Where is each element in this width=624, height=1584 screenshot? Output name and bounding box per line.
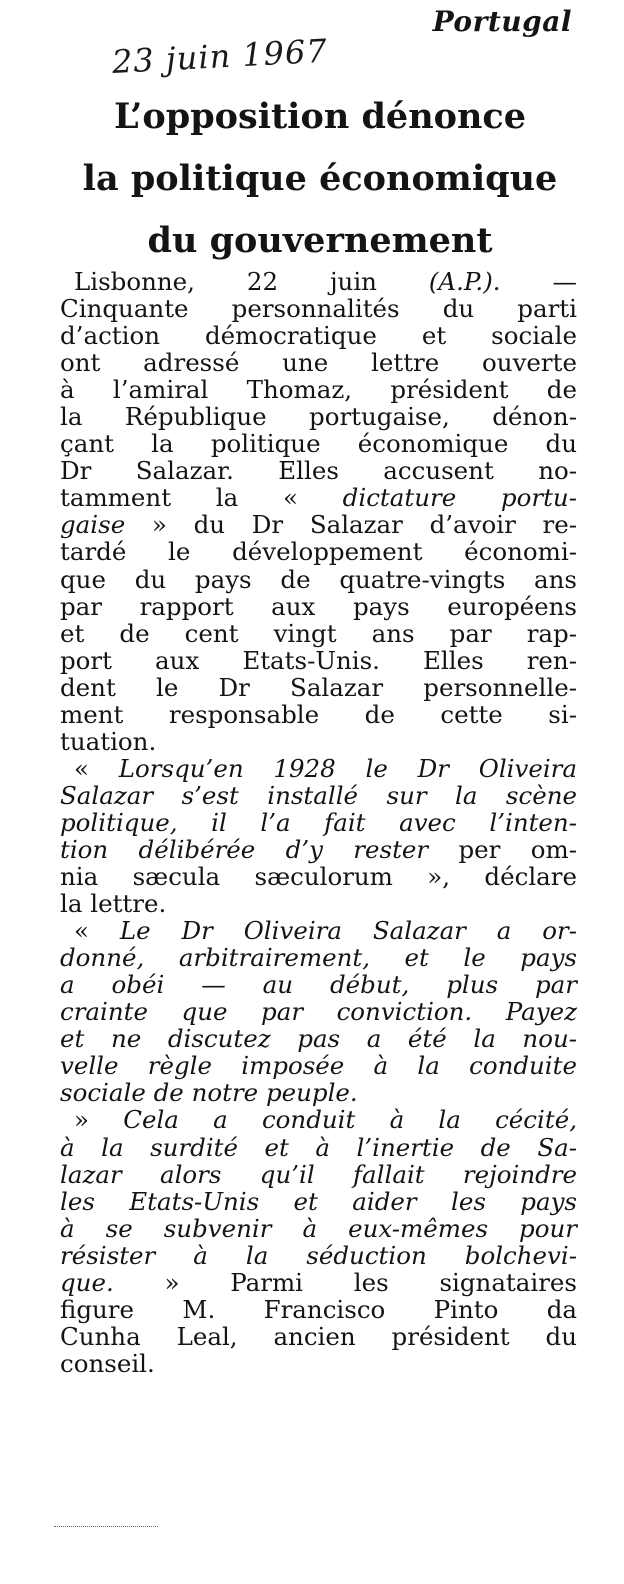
article-line: çant la politique économique du	[60, 429, 577, 459]
handwritten-date-annotation: 23 juin 1967	[111, 31, 329, 81]
article-line: à l’amiral Thomaz, président de	[60, 375, 577, 405]
article-line: Cunha Leal, ancien président du	[60, 1321, 577, 1351]
article-line: par rapport aux pays européens	[60, 591, 577, 621]
article-line: » Cela a conduit à la cécité,	[74, 1105, 577, 1135]
article-line: la République portugaise, dénon-	[60, 402, 577, 432]
article-line: tuation.	[60, 726, 157, 756]
article-line: à se subvenir à eux-mêmes pour	[60, 1213, 577, 1243]
article-line: « Le Dr Oliveira Salazar a or-	[74, 916, 577, 946]
headline-line-2: la politique économique	[82, 158, 558, 199]
article-line: et ne discutez pas a été la nou-	[60, 1024, 577, 1054]
article-line: donné, arbitrairement, et le pays	[60, 943, 577, 973]
article-line: crainte que par conviction. Payez	[60, 997, 577, 1027]
article-line: d’action démocratique et sociale	[60, 321, 577, 351]
dotted-rule	[54, 1526, 158, 1527]
article-line: ont adressé une lettre ouverte	[60, 348, 577, 378]
article-line: que. » Parmi les signataires	[60, 1267, 577, 1297]
article-line: « Lorsqu’en 1928 le Dr Oliveira	[74, 753, 577, 783]
article-line: dent le Dr Salazar personnelle-	[60, 672, 577, 702]
article-line: nia sæcula sæculorum », déclare	[60, 862, 577, 892]
article-line: et de cent vingt ans par rap-	[60, 618, 577, 648]
article-line: port aux Etats-Unis. Elles ren-	[60, 645, 577, 675]
article-line: lazar alors qu’il fallait rejoindre	[60, 1159, 577, 1189]
headline-line-1: L’opposition dénonce	[113, 96, 527, 137]
article-line: a obéi — au début, plus par	[60, 970, 577, 1000]
article-line: figure M. Francisco Pinto da	[60, 1294, 577, 1324]
article-line: Lisbonne, 22 juin (A.P.). —	[74, 267, 577, 296]
article-line: Cinquante personnalités du parti	[60, 294, 577, 324]
article-line: Dr Salazar. Elles accusent no-	[60, 456, 577, 486]
article-line: résister à la séduction bolchevi-	[60, 1240, 577, 1270]
article-line: tamment la « dictature portu-	[60, 483, 577, 513]
section-heading: Portugal	[432, 5, 572, 38]
article-line: tion délibérée d’y rester per om-	[60, 834, 577, 864]
article-line: les Etats-Unis et aider les pays	[60, 1186, 577, 1216]
article-line: tardé le développement économi-	[60, 537, 577, 567]
article-line: ment responsable de cette si-	[60, 699, 577, 729]
headline	[40, 86, 600, 272]
article-line: conseil.	[60, 1348, 155, 1378]
article-line: velle règle imposée à la conduite	[60, 1051, 577, 1081]
article-line: politique, il l’a fait avec l’inten-	[60, 807, 577, 837]
article-line: Salazar s’est installé sur la scène	[60, 780, 577, 810]
headline-line-3: du gouvernement	[147, 220, 493, 261]
article-line: sociale de notre peuple.	[60, 1078, 358, 1108]
article-body	[60, 268, 577, 1377]
article-line: gaise » du Dr Salazar d’avoir re-	[60, 510, 577, 540]
article-line: à la surdité et à l’inertie de Sa-	[60, 1132, 577, 1162]
article-line: que du pays de quatre-vingts ans	[60, 564, 577, 594]
article-line: la lettre.	[60, 889, 167, 919]
